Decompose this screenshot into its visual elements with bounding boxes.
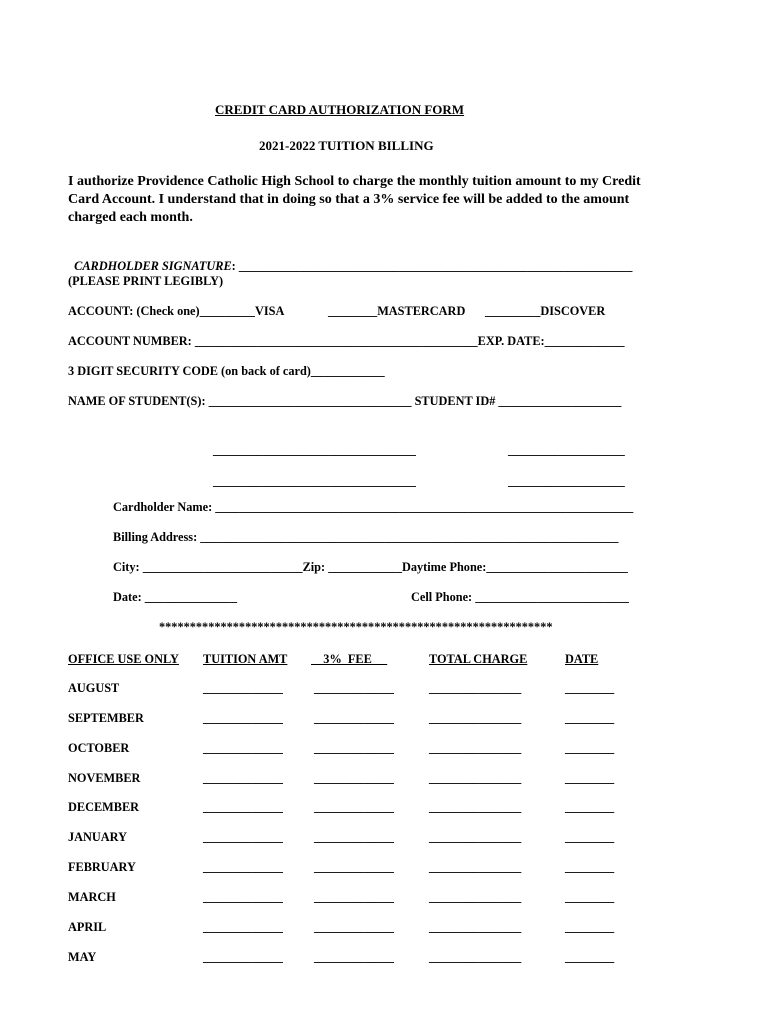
tuition-amt-blank[interactable]: _____________ (203, 920, 283, 934)
tuition-amt-blank[interactable]: _____________ (203, 681, 283, 695)
print-note: (PLEASE PRINT LEGIBLY) (68, 274, 224, 288)
form-subtitle: 2021-2022 TUITION BILLING (259, 138, 434, 153)
date-blank[interactable]: ________ (565, 950, 615, 964)
date-blank[interactable]: ________ (565, 711, 615, 725)
fee-blank[interactable]: _____________ (314, 950, 394, 964)
tuition-amt-blank[interactable]: _____________ (203, 800, 283, 814)
fee-blank[interactable]: _____________ (314, 681, 394, 695)
fee-blank[interactable]: _____________ (314, 741, 394, 755)
month-label: MARCH (68, 890, 116, 904)
tuition-amt-blank[interactable]: _____________ (203, 890, 283, 904)
account-visa-option[interactable]: ACCOUNT: (Check one)_________VISA (68, 304, 285, 318)
student-id-line[interactable]: ___________________ (508, 443, 625, 457)
security-code-field[interactable]: 3 DIGIT SECURITY CODE (on back of card)____________ (68, 364, 385, 378)
student-name-field[interactable]: NAME OF STUDENT(S): _________________________________ STUDENT ID# ____________________ (68, 394, 622, 408)
date-blank[interactable]: ________ (565, 681, 615, 695)
total-charge-blank[interactable]: _______________ (429, 920, 522, 934)
fee-blank[interactable]: _____________ (314, 800, 394, 814)
month-label: APRIL (68, 920, 107, 934)
month-label: OCTOBER (68, 741, 130, 755)
signature-line[interactable]: : ________________________________________________________________ (231, 259, 633, 273)
tuition-amt-blank[interactable]: _____________ (203, 830, 283, 844)
fee-blank[interactable]: _____________ (314, 711, 394, 725)
cell-phone-field[interactable]: Cell Phone: _________________________ (411, 590, 629, 604)
tuition-amt-blank[interactable]: _____________ (203, 860, 283, 874)
total-charge-blank[interactable]: _______________ (429, 771, 522, 785)
total-charge-blank[interactable]: _______________ (429, 711, 522, 725)
month-label: AUGUST (68, 681, 120, 695)
account-mastercard-option[interactable]: ________MASTERCARD (328, 304, 466, 318)
tuition-amt-header: TUITION AMT (203, 652, 288, 666)
cardholder-name-field[interactable]: Cardholder Name: ____________________________________________________________________ (113, 500, 634, 514)
total-charge-blank[interactable]: _______________ (429, 741, 522, 755)
month-label: DECEMBER (68, 800, 140, 814)
total-charge-blank[interactable]: _______________ (429, 830, 522, 844)
account-number-field[interactable]: ACCOUNT NUMBER: ______________________________________________EXP. DATE:_____________ (68, 334, 625, 348)
fee-blank[interactable]: _____________ (314, 830, 394, 844)
total-charge-blank[interactable]: _______________ (429, 800, 522, 814)
total-charge-header: TOTAL CHARGE (429, 652, 528, 666)
month-label: SEPTEMBER (68, 711, 144, 725)
tuition-amt-blank[interactable]: _____________ (203, 771, 283, 785)
form-title: CREDIT CARD AUTHORIZATION FORM (215, 102, 465, 117)
total-charge-blank[interactable]: _______________ (429, 681, 522, 695)
total-charge-blank[interactable]: _______________ (429, 950, 522, 964)
student-name-line[interactable]: _________________________________ (213, 474, 416, 488)
authorization-paragraph: I authorize Providence Catholic High School to charge the monthly tuition amount to my Credit Card Account. I understand that in doing so that a 3% service fee will be added to the amount charged each month. (68, 174, 641, 225)
date-blank[interactable]: ________ (565, 890, 615, 904)
date-blank[interactable]: ________ (565, 830, 615, 844)
billing-address-field[interactable]: Billing Address: ____________________________________________________________________ (113, 530, 619, 544)
fee-header: 3% FEE (311, 652, 388, 666)
tuition-amt-blank[interactable]: _____________ (203, 711, 283, 725)
fee-blank[interactable]: _____________ (314, 771, 394, 785)
city-zip-phone-field[interactable]: City: __________________________Zip: ____________Daytime Phone:_______________________ (113, 560, 628, 574)
fee-blank[interactable]: _____________ (314, 890, 394, 904)
tuition-amt-blank[interactable]: _____________ (203, 741, 283, 755)
tuition-amt-blank[interactable]: _____________ (203, 950, 283, 964)
date-blank[interactable]: ________ (565, 920, 615, 934)
date-field[interactable]: Date: _______________ (113, 590, 237, 604)
date-blank[interactable]: ________ (565, 771, 615, 785)
month-label: JANUARY (68, 830, 127, 844)
student-name-line[interactable]: _________________________________ (213, 443, 416, 457)
date-blank[interactable]: ________ (565, 860, 615, 874)
account-discover-option[interactable]: _________DISCOVER (485, 304, 606, 318)
student-id-line[interactable]: ___________________ (508, 474, 625, 488)
month-label: MAY (68, 950, 97, 964)
signature-label: CARDHOLDER SIGNATURE (74, 259, 232, 273)
month-label: FEBRUARY (68, 860, 136, 874)
separator-line: **************************************************************** (159, 620, 553, 634)
total-charge-blank[interactable]: _______________ (429, 860, 522, 874)
signature-row[interactable] (68, 244, 632, 274)
office-header-label: OFFICE USE ONLY (68, 652, 179, 666)
fee-blank[interactable]: _____________ (314, 860, 394, 874)
date-blank[interactable]: ________ (565, 741, 615, 755)
date-blank[interactable]: ________ (565, 800, 615, 814)
month-label: NOVEMBER (68, 771, 141, 785)
date-header: DATE (565, 652, 599, 666)
total-charge-blank[interactable]: _______________ (429, 890, 522, 904)
fee-blank[interactable]: _____________ (314, 920, 394, 934)
